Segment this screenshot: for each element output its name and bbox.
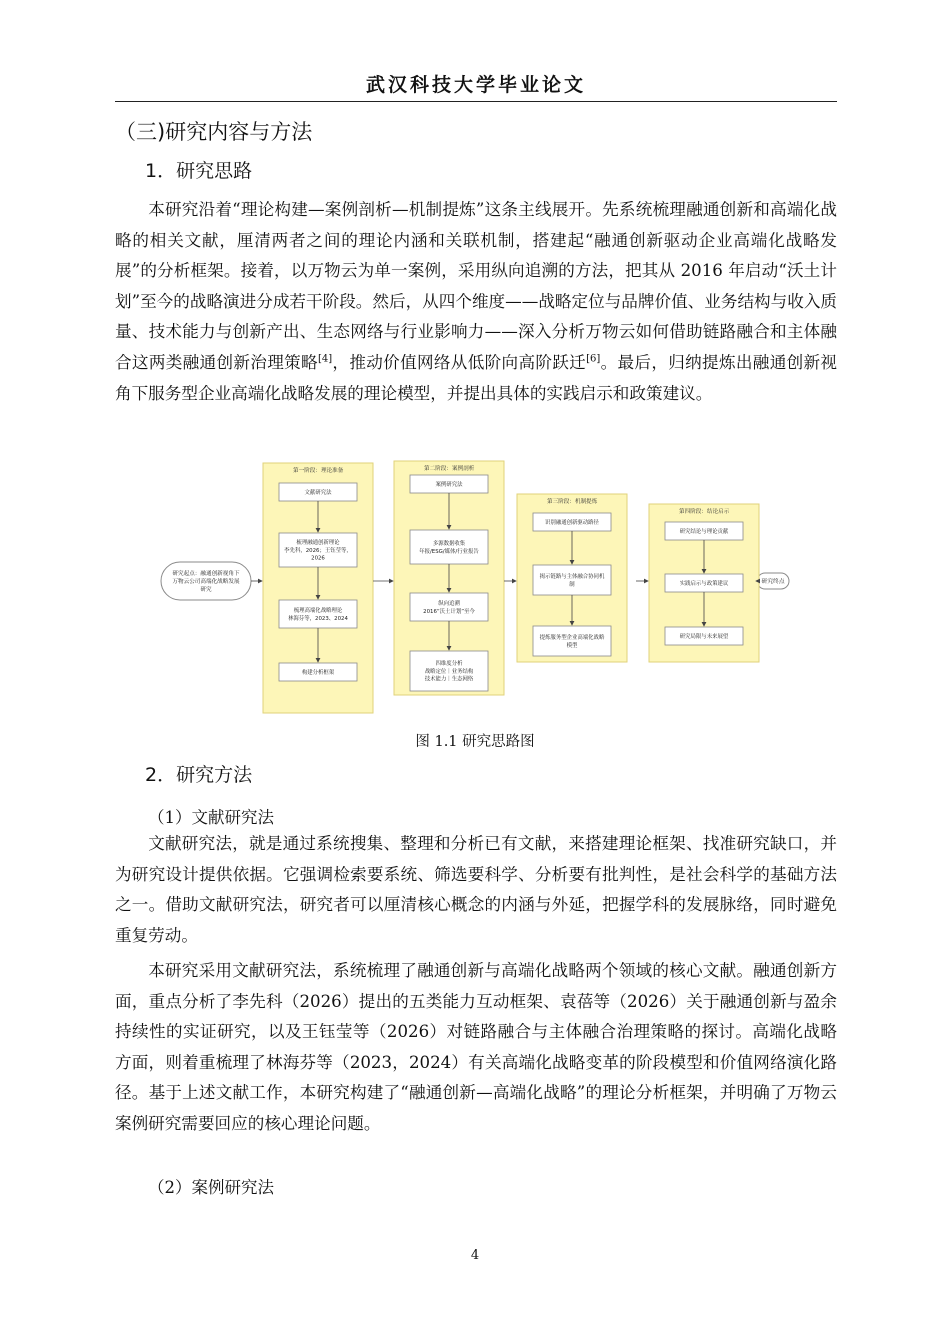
paragraph-text-a: 本研究沿着“理论构建—案例剖析—机制提炼”这条主线展开。先系统梳理融通创新和高端化战略的相关文献，厘清两者之间的理论内涵和关联机制，搭建起“融通创新驱动企业高端化战略发展”的分析框架。接着，以万物云为单一案例，采用纵向追溯的方法，把其从 2016 年启动“沃土计划”至今的战略演进分成若干阶段。然后，从四个维度——战略定位与品牌价值、业务结构与收入质量、技术能力与创新产出、生态网络与行业影响力——深入分析万物云如何借助链路融合和主体融合这两类融通创新治理策略 [115, 200, 838, 372]
start-node-label: 研究起点：融通创新视角下万物云公司高端化战略发展研究 [172, 570, 240, 593]
process-box-label: 识别融通创新驱动路径 [545, 519, 599, 526]
method-heading-case-study: （2）案例研究法 [148, 1178, 274, 1197]
process-box-label: 梳理高端化战略理论林海芬等，2023、2024 [288, 607, 348, 622]
process-box [410, 530, 488, 564]
process-box-label: 纵向追溯 2016“沃土计划”至今 [423, 600, 475, 615]
paragraph-text-c: 。最后，归纳提炼出融通创新视角下服务型企业高端化战略发展的理论模型，并提出具体的实践启示和政策建议。 [115, 352, 838, 403]
research-approach-diagram [160, 458, 790, 720]
process-box-label: 研究局限与未来展望 [679, 633, 729, 640]
subsection-heading-research-approach: 1．研究思路 [145, 160, 253, 182]
stage-title-1: 第一阶段：理论准备 [293, 468, 344, 474]
paragraph-text-b: ，推动价值网络从低阶向高阶跃迁 [332, 352, 587, 372]
header-divider [115, 101, 837, 102]
process-box-label: 实践启示与政策建议 [679, 580, 729, 587]
literature-method-paragraph-1 [115, 829, 837, 951]
research-approach-paragraph [115, 195, 837, 409]
process-box-label: 研究结论与理论贡献 [679, 528, 729, 535]
process-box [533, 626, 611, 656]
literature-method-paragraph-2 [115, 956, 837, 1140]
page-header-title: 武汉科技大学毕业论文 [365, 74, 586, 96]
process-box-label: 揭示链路与主体融合协同机制 [539, 573, 605, 588]
stage-title-4: 第四阶段：结论启示 [679, 509, 730, 515]
process-box-label: 梳理融通创新理论李先科，2026；王钰莹等， 2026 [284, 539, 352, 562]
end-node-label: 研究终点 [761, 578, 785, 585]
figure-caption: 图 1.1 研究思路图 [415, 734, 535, 750]
process-box-label: 文献研究法 [304, 489, 332, 496]
process-box [410, 593, 488, 621]
process-box-label: 四维度分析战略定位｜业务结构技术能力｜生态网络 [424, 660, 474, 683]
subsection-heading-research-methods: 2．研究方法 [145, 764, 253, 786]
paragraph-text: 本研究采用文献研究法，系统梳理了融通创新与高端化战略两个领域的核心文献。融通创新方面，重点分析了李先科（2026）提出的五类能力互动框架、袁蓓等（2026）关于融通创新与盈余持续性的实证研究，以及王钰莹等（2026）对链路融合与主体融合治理策略的探讨。高端化战略方面，则着重梳理了林海芬等（2023，2024）有关高端化战略变革的阶段模型和价值网络演化路径。基于上述文献工作，本研究构建了“融通创新—高端化战略”的理论分析框架，并明确了万物云案例研究需要回应的核心理论问题。 [115, 961, 837, 1133]
stage-title-3: 第三阶段：机制提炼 [547, 499, 598, 505]
process-box [533, 565, 611, 595]
citation-6: [6] [586, 353, 601, 365]
method-heading-literature: （1）文献研究法 [148, 808, 274, 827]
page-number: 4 [470, 1248, 480, 1263]
process-box-label: 案例研究法 [435, 481, 463, 488]
process-box [279, 600, 357, 628]
process-box-label: 提炼服务型企业高端化战略模型 [539, 634, 605, 649]
stage-title-2: 第二阶段：案例剖析 [424, 466, 475, 472]
process-box-label: 构建分析框架 [301, 669, 335, 676]
process-box-label: 多源数据收集年报/ESG/媒体/行业报告 [419, 540, 479, 555]
paragraph-text: 文献研究法，就是通过系统搜集、整理和分析已有文献，来搭建理论框架、找准研究缺口，并为研究设计提供依据。它强调检索要系统、筛选要科学、分析要有批判性，是社会科学的基础方法之一。借助文献研究法，研究者可以厘清核心概念的内涵与外延，把握学科的发展脉络，同时避免重复劳动。 [115, 834, 837, 945]
section-heading: （三)研究内容与方法 [115, 120, 313, 144]
citation-4: [4] [317, 353, 333, 365]
